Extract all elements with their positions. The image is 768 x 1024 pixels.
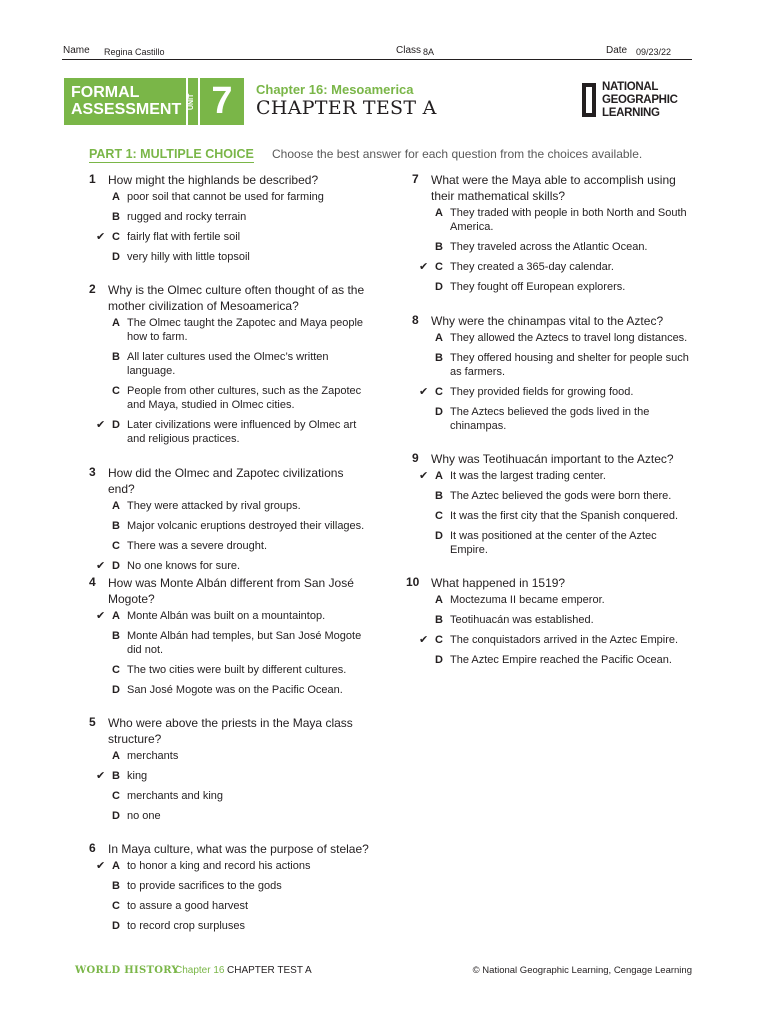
- check-mark-icon: ✔: [96, 610, 106, 622]
- check-mark-icon: ✔: [96, 231, 106, 243]
- part-title: PART 1: MULTIPLE CHOICE: [89, 147, 254, 161]
- answer-option-b[interactable]: [412, 240, 694, 254]
- answer-option-d[interactable]: [89, 809, 371, 823]
- option-letter: C: [112, 231, 120, 243]
- check-mark-icon: ✔: [419, 470, 429, 482]
- class-label: Class: [396, 45, 422, 56]
- option-letter: A: [112, 317, 120, 329]
- answer-options: [412, 331, 702, 433]
- date-label: Date: [606, 45, 628, 56]
- option-letter: C: [112, 664, 120, 676]
- option-letter: A: [112, 500, 120, 512]
- option-text: Teotihuacán was established.: [450, 614, 594, 626]
- answer-options: [412, 206, 694, 294]
- answer-option-b[interactable]: [89, 210, 359, 224]
- formal-assessment-box: [64, 78, 186, 125]
- option-letter: D: [112, 419, 120, 431]
- option-letter: A: [435, 594, 443, 606]
- banner-line1: FORMAL: [71, 84, 140, 101]
- option-letter: B: [112, 351, 120, 363]
- option-letter: C: [112, 790, 120, 802]
- answer-option-b[interactable]: [89, 350, 371, 378]
- option-text: They fought off European explorers.: [450, 281, 626, 293]
- option-text: They were attacked by rival groups.: [127, 500, 301, 512]
- answer-option-a[interactable]: [412, 206, 694, 234]
- option-text: to assure a good harvest: [127, 900, 249, 912]
- option-text: The Aztecs believed the gods lived in the chinampas.: [450, 406, 650, 432]
- option-letter: B: [112, 770, 120, 782]
- question-10: [406, 575, 696, 673]
- option-letter: A: [435, 207, 443, 219]
- unit-number: 7: [200, 78, 244, 125]
- question-3: [89, 465, 371, 579]
- option-letter: D: [435, 654, 443, 666]
- page-title: CHAPTER TEST A: [256, 97, 437, 119]
- option-letter: B: [435, 490, 443, 502]
- banner-line2: ASSESSMENT: [71, 101, 182, 118]
- option-text: The Aztec believed the gods were born there.: [450, 490, 672, 502]
- option-text: to provide sacrifices to the gods: [127, 880, 282, 892]
- option-letter: A: [112, 191, 120, 203]
- option-letter: D: [112, 810, 120, 822]
- option-text: no one: [127, 810, 161, 822]
- option-text: The two cities were built by different cultures.: [127, 664, 347, 676]
- answer-option-d[interactable]: [89, 418, 371, 446]
- option-letter: B: [112, 211, 120, 223]
- question-text: What were the Maya able to accomplish using their mathematical skills?: [431, 173, 676, 203]
- option-text: They allowed the Aztecs to travel long distances.: [450, 332, 688, 344]
- answer-option-b[interactable]: [89, 629, 371, 657]
- question-number: 3: [89, 465, 96, 479]
- question-text: What happened in 1519?: [431, 576, 566, 590]
- check-mark-icon: ✔: [419, 634, 429, 646]
- footer-copyright: © National Geographic Learning, Cengage Learning: [472, 965, 692, 976]
- option-letter: C: [435, 634, 443, 646]
- check-mark-icon: ✔: [419, 386, 429, 398]
- option-letter: D: [435, 281, 443, 293]
- option-text: The Olmec taught the Zapotec and Maya people how to farm.: [127, 317, 364, 343]
- answer-option-d[interactable]: [89, 919, 371, 933]
- question-text: Why were the chinampas vital to the Aztec?: [431, 314, 664, 328]
- answer-option-a[interactable]: [89, 609, 371, 623]
- question-7: [412, 172, 694, 300]
- answer-options: [89, 609, 371, 697]
- option-text: poor soil that cannot be used for farming: [127, 191, 324, 203]
- answer-option-a[interactable]: [412, 331, 702, 345]
- option-text: There was a severe drought.: [127, 540, 268, 552]
- option-letter: B: [112, 630, 120, 642]
- option-letter: A: [112, 750, 120, 762]
- answer-option-c[interactable]: [406, 633, 696, 647]
- check-mark-icon: ✔: [419, 261, 429, 273]
- answer-option-c[interactable]: [89, 230, 359, 244]
- question-number: 1: [89, 172, 96, 186]
- option-letter: A: [435, 332, 443, 344]
- option-letter: D: [112, 684, 120, 696]
- option-text: They offered housing and shelter for people such as farmers.: [450, 352, 689, 378]
- publisher-line1: NATIONAL: [602, 81, 659, 93]
- option-letter: C: [435, 261, 443, 273]
- class-value[interactable]: 8A: [423, 47, 435, 57]
- option-letter: C: [112, 900, 120, 912]
- option-text: The Aztec Empire reached the Pacific Ocean.: [450, 654, 672, 666]
- option-text: They provided fields for growing food.: [450, 386, 634, 398]
- option-text: Monte Albán was built on a mountaintop.: [127, 610, 326, 622]
- option-letter: A: [112, 860, 120, 872]
- question-text: Why was Teotihuacán important to the Aztec?: [431, 452, 674, 466]
- answer-options: [89, 859, 371, 933]
- option-text: All later cultures used the Olmec’s written language.: [127, 351, 329, 377]
- national-geographic-logo-icon: [582, 83, 596, 117]
- answer-option-a[interactable]: [406, 593, 696, 607]
- header-rule: [62, 59, 692, 60]
- option-text: Monte Albán had temples, but San José Mogote did not.: [127, 630, 362, 656]
- option-letter: D: [435, 530, 443, 542]
- option-text: very hilly with little topsoil: [127, 251, 250, 263]
- option-letter: B: [435, 241, 443, 253]
- question-number: 4: [89, 575, 96, 589]
- option-letter: B: [112, 520, 120, 532]
- answer-options: [89, 749, 371, 823]
- answer-option-a[interactable]: [89, 749, 371, 763]
- option-text: to honor a king and record his actions: [127, 860, 311, 872]
- answer-option-a[interactable]: [89, 190, 359, 204]
- question-1: [89, 172, 359, 270]
- footer-chapter: Chapter 16: [175, 965, 225, 976]
- answer-option-a[interactable]: [412, 469, 694, 483]
- option-letter: B: [435, 352, 443, 364]
- option-letter: D: [112, 251, 120, 263]
- name-value[interactable]: Regina Castillo: [104, 47, 165, 57]
- answer-option-b[interactable]: [412, 351, 702, 379]
- answer-option-d[interactable]: [406, 653, 696, 667]
- option-text: They traveled across the Atlantic Ocean.: [450, 241, 648, 253]
- answer-option-a[interactable]: [89, 859, 371, 873]
- check-mark-icon: ✔: [96, 860, 106, 872]
- question-4: [89, 575, 371, 703]
- answer-option-d[interactable]: [89, 559, 371, 573]
- answer-option-c[interactable]: [89, 899, 371, 913]
- answer-option-a[interactable]: [89, 316, 371, 344]
- answer-option-d[interactable]: [89, 250, 359, 264]
- option-text: It was the largest trading center.: [450, 470, 606, 482]
- question-8: [412, 313, 702, 439]
- option-text: People from other cultures, such as the Zapotec and Maya, studied in Olmec cities.: [127, 385, 362, 411]
- answer-option-d[interactable]: [412, 405, 702, 433]
- option-letter: A: [112, 610, 120, 622]
- option-letter: D: [112, 560, 120, 572]
- option-text: rugged and rocky terrain: [127, 211, 247, 223]
- answer-option-b[interactable]: [89, 769, 371, 783]
- answer-options: [89, 499, 371, 573]
- option-text: The conquistadors arrived in the Aztec Empire.: [450, 634, 679, 646]
- question-number: 10: [406, 575, 420, 589]
- answer-options: [89, 316, 371, 446]
- question-9: [412, 451, 694, 563]
- publisher-logo-text: [602, 81, 678, 120]
- footer-test: CHAPTER TEST A: [227, 965, 312, 976]
- answer-option-c[interactable]: [89, 384, 371, 412]
- question-text: How did the Olmec and Zapotec civilizations end?: [108, 466, 344, 496]
- answer-option-b[interactable]: [406, 613, 696, 627]
- option-letter: A: [435, 470, 443, 482]
- answer-options: [412, 469, 694, 557]
- option-text: Major volcanic eruptions destroyed their villages.: [127, 520, 365, 532]
- answer-option-b[interactable]: [89, 519, 371, 533]
- answer-options: [89, 190, 359, 264]
- answer-options: [406, 593, 696, 667]
- question-text: How was Monte Albán different from San José Mogote?: [108, 576, 354, 606]
- option-text: San José Mogote was on the Pacific Ocean.: [127, 684, 343, 696]
- question-number: 2: [89, 282, 96, 296]
- question-text: Who were above the priests in the Maya class structure?: [108, 716, 353, 746]
- option-letter: D: [435, 406, 443, 418]
- option-text: It was the first city that the Spanish conquered.: [450, 510, 679, 522]
- option-letter: B: [435, 614, 443, 626]
- question-number: 7: [412, 172, 419, 186]
- answer-option-d[interactable]: [412, 529, 694, 557]
- question-number: 9: [412, 451, 419, 465]
- option-letter: D: [112, 920, 120, 932]
- question-5: [89, 715, 371, 829]
- option-text: Moctezuma II became emperor.: [450, 594, 605, 606]
- publisher-line2: GEOGRAPHIC: [602, 94, 678, 106]
- answer-option-b[interactable]: [412, 489, 694, 503]
- unit-label: UNIT: [188, 93, 195, 110]
- answer-option-c[interactable]: [412, 509, 694, 523]
- answer-option-c[interactable]: [89, 789, 371, 803]
- option-text: king: [127, 770, 148, 782]
- check-mark-icon: ✔: [96, 419, 106, 431]
- answer-option-c[interactable]: [89, 663, 371, 677]
- check-mark-icon: ✔: [96, 560, 106, 572]
- check-mark-icon: ✔: [96, 770, 106, 782]
- option-letter: C: [112, 540, 120, 552]
- question-6: [89, 841, 371, 939]
- option-text: They created a 365-day calendar.: [450, 261, 614, 273]
- date-value[interactable]: 09/23/22: [636, 47, 672, 57]
- question-text: Why is the Olmec culture often thought of as the mother civilization of Mesoamerica?: [108, 283, 365, 313]
- option-letter: C: [435, 386, 443, 398]
- question-2: [89, 282, 371, 452]
- question-number: 8: [412, 313, 419, 327]
- answer-option-c[interactable]: [412, 260, 694, 274]
- part-instructions: Choose the best answer for each question from the choices available.: [272, 147, 643, 161]
- option-text: to record crop surpluses: [127, 920, 245, 932]
- option-text: Later civilizations were influenced by Olmec art and religious practices.: [127, 419, 357, 445]
- question-text: How might the highlands be described?: [108, 173, 319, 187]
- footer-course: WORLD HISTORY: [75, 965, 179, 976]
- answer-option-c[interactable]: [89, 539, 371, 553]
- answer-option-d[interactable]: [412, 280, 694, 294]
- option-text: No one knows for sure.: [127, 560, 241, 572]
- option-letter: B: [112, 880, 120, 892]
- option-text: It was positioned at the center of the Aztec Empire.: [450, 530, 657, 556]
- publisher-line3: LEARNING: [602, 107, 660, 119]
- option-letter: C: [435, 510, 443, 522]
- option-text: They traded with people in both North and South America.: [450, 207, 687, 233]
- option-text: fairly flat with fertile soil: [127, 231, 241, 243]
- answer-option-b[interactable]: [89, 879, 371, 893]
- answer-option-a[interactable]: [89, 499, 371, 513]
- answer-option-c[interactable]: [412, 385, 702, 399]
- question-number: 6: [89, 841, 96, 855]
- option-text: merchants and king: [127, 790, 223, 802]
- option-text: merchants: [127, 750, 179, 762]
- question-text: In Maya culture, what was the purpose of stelae?: [108, 842, 369, 856]
- question-number: 5: [89, 715, 96, 729]
- chapter-subtitle: Chapter 16: Mesoamerica: [256, 82, 414, 97]
- name-label: Name: [63, 45, 90, 56]
- answer-option-d[interactable]: [89, 683, 371, 697]
- option-letter: C: [112, 385, 120, 397]
